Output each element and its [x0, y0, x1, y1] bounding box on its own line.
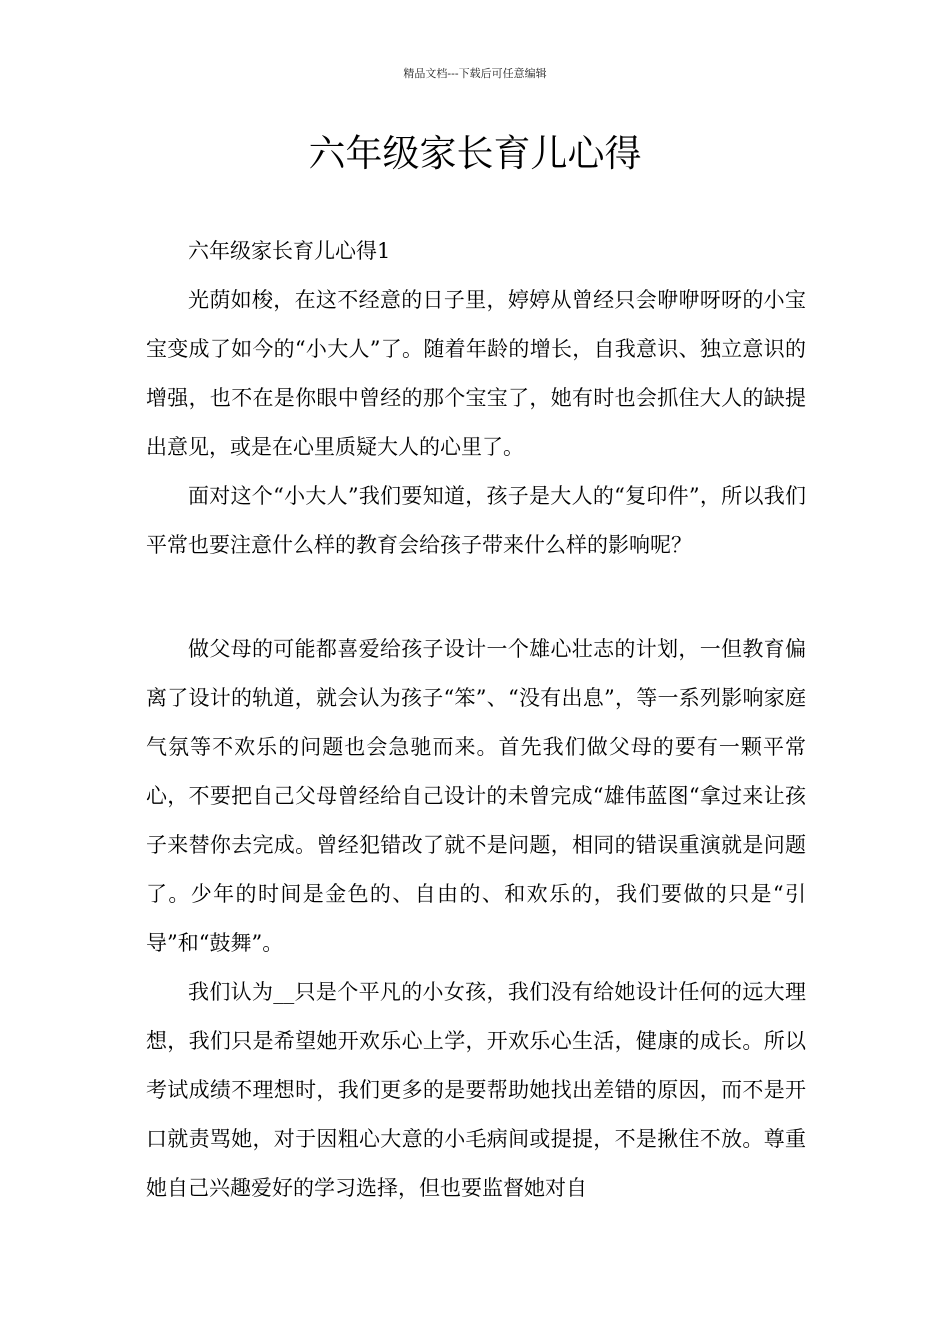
paragraph-4: 我们认为__只是个平凡的小女孩，我们没有给她设计任何的远大理想，我们只是希望她开欢乐心上学，开欢乐心生活，健康的成长。所以考试成绩不理想时，我们更多的是要帮助她找出差错的原因，而不是开口就责骂她，对于因粗心大意的小毛病间或提提，不是揪住不放。尊重她自己兴趣爱好的学习选择，但也要监督她对自 — [146, 980, 806, 1200]
paragraph-2: 面对这个“小大人”我们要知道，孩子是大人的“复印件”，所以我们平常也要注意什么样的教育会给孩子带来什么样的影响呢？ — [146, 484, 806, 557]
paragraph-3: 做父母的可能都喜爱给孩子设计一个雄心壮志的计划，一但教育偏离了设计的轨道，就会认为孩子“笨”、“没有出息”，等一系列影响家庭气氛等不欢乐的问题也会急驰而来。首先我们做父母的要有一颗平常心，不要把自己父母曾经给自己设计的未曾完成“雄伟蓝图“拿过来让孩子来替你去完成。曾经犯错改了就不是问题，相同的错误重演就是问题了。少年的时间是金色的、自由的、和欢乐的，我们要做的只是“引导”和“鼓舞”。 — [146, 637, 806, 955]
section-heading: 六年级家长育儿心得1 — [188, 239, 391, 263]
paragraph-1: 光荫如梭，在这不经意的日子里，婷婷从曾经只会咿咿呀呀的小宝宝变成了如今的“小大人”了。随着年龄的增长，自我意识、独立意识的增强，也不在是你眼中曾经的那个宝宝了，她有时也会抓住大人的缺提出意见，或是在心里质疑大人的心里了。 — [146, 288, 806, 459]
document-title: 六年级家长育儿心得 — [308, 132, 642, 175]
header-note: 精品文档---下载后可任意编辑 — [403, 67, 547, 80]
